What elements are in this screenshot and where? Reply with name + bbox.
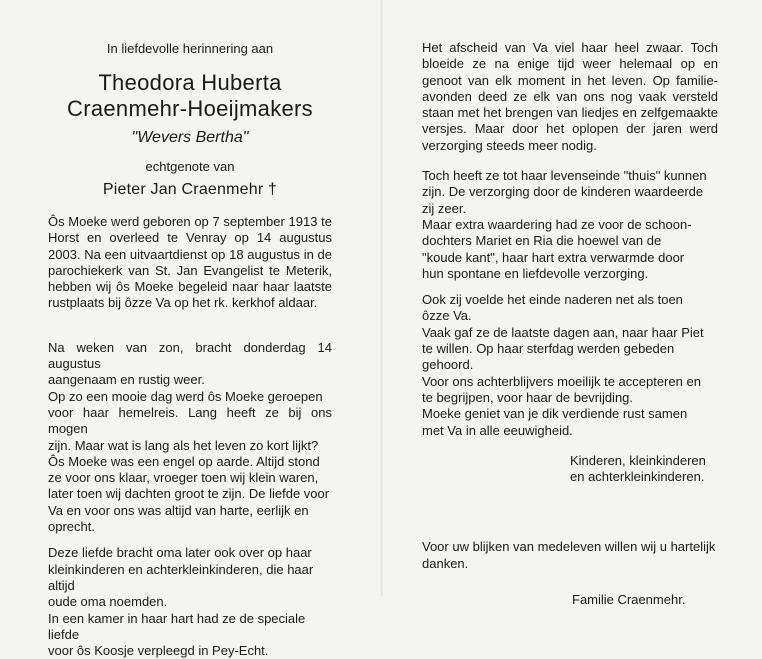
text-line: Va en voor ons was altijd van harte, eerlijk en (48, 502, 309, 518)
text-line: Ôs Moeke was een engel op aarde. Altijd stond (48, 453, 320, 469)
text-line: dochters Mariet en Ria die hoewel van de (422, 233, 662, 249)
text-line: ze voor ons klaar, vroeger toen wij klein waren, (48, 470, 319, 486)
text-line: later toen wij dachten groot te zijn. De liefde voor (48, 486, 330, 502)
text-line: Toch heeft ze tot haar levenseinde "thuis" kunnen (422, 168, 707, 184)
text-line: te willen. Op haar sterfdag werden gebeden (422, 341, 675, 357)
text-line: oude oma noemden. (48, 594, 168, 610)
text-line: gehoord. (422, 357, 474, 373)
text-line: Op zo een mooie dag werd ôs Moeke geroepen (48, 388, 323, 404)
grandchildren-paragraph (48, 545, 332, 659)
signature-line: en achterkleinkinderen. (570, 469, 705, 485)
remembrance-paragraph (48, 340, 332, 536)
thanks-paragraph (422, 539, 718, 572)
biography-paragraph: Ôs Moeke werd geboren op 7 september 1913 te Horst en overleed te Venray op 14 augustus 2003. Na een uitvaartdienst op 18 augustus in de parochiekerk van St. Jan Evangelist te Meterik, hebben wij ôs Moeke begeleid naar haar laatste rustplaats bij ôzze Va op het rk. kerkhof aldaar. (48, 214, 332, 311)
text-line: Voor uw blijken van medeleven willen wij u hartelijk (422, 539, 716, 555)
text-line: voor ôs Koosje verpleegd in Pey-Echt. (48, 643, 269, 659)
text-line: "koude kant", haar hart extra verwarmde door (422, 249, 685, 265)
text-line: kleinkinderen en achterkleinkinderen, die haar altijd (48, 561, 314, 593)
name-line-2: Craenmehr-Hoeijmakers (67, 96, 313, 121)
text-line: Ook zij voelde het einde naderen net als toen (422, 292, 683, 308)
text-line: voor haar hemelreis. Lang heeft ze bij ons mogen (48, 404, 332, 437)
text-line: oprecht. (48, 519, 95, 535)
nickname: "Wevers Bertha" (131, 129, 249, 146)
intro-text: In liefdevolle herinnering aan (106, 41, 274, 56)
right-panel (422, 40, 718, 608)
family-signature (570, 453, 718, 486)
care-paragraph (422, 168, 718, 282)
text-line: zij zeer. (422, 200, 467, 216)
text-line: zijn. De verzorging door de kinderen waardeerde (422, 184, 704, 200)
text-line: ôzze Va. (422, 308, 472, 324)
farewell-paragraph: Het afscheid van Va viel haar heel zwaar. Toch bloeide ze na enige tijd weer helemaal op en genoot van elk moment in het leven. Op familie-avonden deed ze elk van ons nog vaak versteld staan met het brengen van liedjes en zelfgemaakte versjes. Maar door het oplopen der jaren werd verzorging steeds meer nodig. (422, 40, 718, 153)
spouse-name: Pieter Jan Craenmehr † (102, 181, 278, 198)
family-name: Familie Craenmehr. (572, 592, 686, 608)
text-line: hun spontane en liefdevolle verzorging. (422, 265, 649, 281)
name-line-1: Theodora Huberta (98, 70, 282, 95)
spouse-intro: echtgenote van (145, 159, 235, 174)
text-line: Deze liefde bracht oma later ook over op haar (48, 545, 312, 561)
signature-line: Kinderen, kleinkinderen (570, 452, 706, 468)
text-line: Vaak gaf ze de laatste dagen aan, naar haar Piet (422, 324, 704, 340)
text-line: zijn. Maar wat is lang als het leven zo kort lijkt? (48, 437, 319, 453)
text-line: te begrijpen, voor haar de bevrijding. (422, 389, 634, 405)
text-line: Moeke geniet van je dik verdiende rust samen (422, 406, 688, 422)
text-line: met Va in alle eeuwigheid. (422, 422, 573, 438)
text-line: Na weken van zon, bracht donderdag 14 augustus (48, 339, 332, 372)
text-line: Maar extra waardering had ze voor de schoon- (422, 216, 692, 232)
text-line: aangenaam en rustig weer. (48, 372, 205, 388)
text-line: Voor ons achterblijvers moeilijk te accepteren en (422, 373, 701, 389)
text-line: In een kamer in haar hart had ze de speciale liefde (48, 610, 306, 642)
ending-paragraph (422, 292, 718, 439)
text-line: danken. (422, 555, 469, 571)
card-fold (381, 0, 383, 596)
left-panel (48, 40, 332, 659)
